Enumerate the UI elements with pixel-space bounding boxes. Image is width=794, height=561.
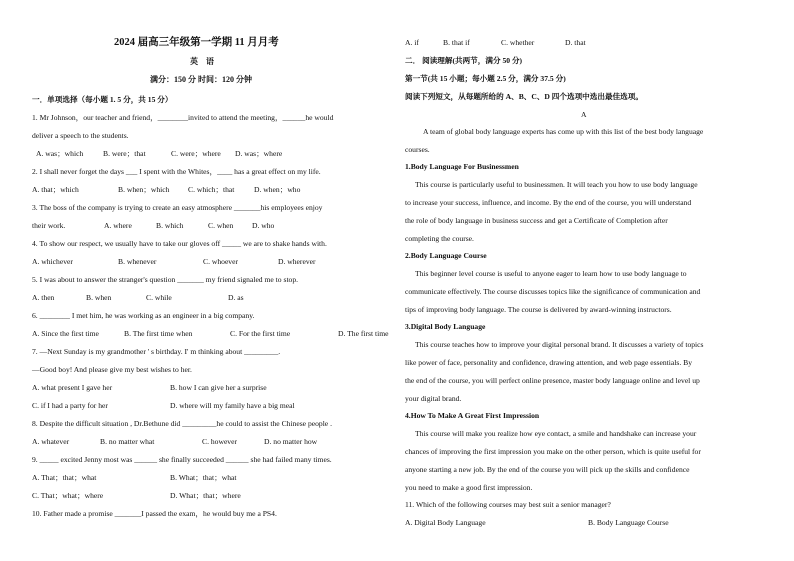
- q9-stem: 9. _____ excited Jenny most was ______ she finally succeeded ______ she had failed many times.: [32, 455, 332, 464]
- q5-option-a[interactable]: A. then: [32, 293, 55, 302]
- q8-option-b[interactable]: B. no matter what: [100, 437, 155, 446]
- q11-option-a[interactable]: A. Digital Body Language: [405, 518, 486, 527]
- q5-option-c[interactable]: C. while: [146, 293, 172, 302]
- q9-options-row1: [32, 473, 237, 483]
- q2-options: [32, 185, 300, 195]
- q3-stem-cont: their work.: [32, 221, 66, 230]
- course2-line3: tips of improving body language. The course is delivered by award-winning instructors.: [405, 305, 672, 314]
- q8-options: [32, 437, 317, 447]
- q9-option-d[interactable]: D. What；that；where: [170, 491, 241, 500]
- q7-option-b[interactable]: B. how I can give her a surprise: [170, 383, 267, 392]
- q11-options: [405, 518, 669, 528]
- q6-option-c[interactable]: C. For the first time: [230, 329, 291, 338]
- q9-option-b[interactable]: B. What；that；what: [170, 473, 237, 482]
- course3-line4: your digital brand.: [405, 394, 462, 403]
- q6-option-d[interactable]: D. The first time: [338, 329, 389, 338]
- q4-option-a[interactable]: A. whichever: [32, 257, 73, 266]
- passage-label: A: [581, 110, 587, 119]
- q2-stem: 2. I shall never forget the days ___ I spent with the Whites，____ has a great effect on my life.: [32, 167, 321, 176]
- score-time: 满分：150 分 时间：120 分钟: [150, 75, 252, 84]
- q7-option-c[interactable]: C. if I had a party for her: [32, 401, 108, 410]
- intro-line: A team of global body language experts has come up with this list of the best body language: [423, 127, 704, 136]
- course4-line2: chances of improving the first impression you make on the other person, which is quite useful for: [405, 447, 701, 456]
- q5-option-b[interactable]: B. when: [86, 293, 112, 302]
- q8-stem: 8. Despite the difficult situation , Dr.Bethune did _________he could to assist the Chinese people .: [32, 419, 332, 428]
- reading-instruction: 阅读下列短文，从每题所给的 A、B、C、D 四个选项中选出最佳选项。: [405, 92, 643, 101]
- q6-options: [32, 329, 388, 339]
- q4-stem: 4. To show our respect, we usually have to take our gloves off _____ we are to shake hands with.: [32, 239, 327, 248]
- q9-options-row2: [32, 491, 241, 501]
- q10-option-c[interactable]: C. whether: [501, 38, 535, 47]
- course3-line1: This course teaches how to improve your digital personal brand. It discusses a variety of topics: [415, 340, 704, 349]
- course3-line2: like power of face, personality and confidence, drawing attention, and web page essentials. By: [405, 358, 692, 367]
- q7-options-row2: [32, 401, 295, 411]
- q7-option-d[interactable]: D. where will my family have a big meal: [170, 401, 295, 410]
- q1-option-d[interactable]: D. was；where: [235, 149, 283, 158]
- q9-option-c[interactable]: C. That；what；where: [32, 491, 104, 500]
- course2-title: 2.Body Language Course: [405, 251, 487, 260]
- course1-line2: to increase your success, influence, and income. By the end of the course, you will understand: [405, 198, 692, 207]
- passage-intro: [423, 127, 761, 137]
- q1-option-b[interactable]: B. were；that: [103, 149, 146, 158]
- q8-option-c[interactable]: C. however: [202, 437, 238, 446]
- q1-option-a[interactable]: A. was；which: [36, 149, 84, 158]
- q2-option-a[interactable]: A. that；which: [32, 185, 79, 194]
- course1-line4: completing the course.: [405, 234, 474, 243]
- q1-option-c[interactable]: C. were；where: [171, 149, 221, 158]
- part1-heading: 第一节(共 15 小题；每小题 2.5 分，满分 37.5 分): [405, 74, 566, 83]
- q3-line2: [32, 221, 274, 231]
- course1-line1: This course is particularly useful to businessmen. It will teach you how to use body language: [415, 180, 698, 189]
- course1-title: 1.Body Language For Businessmen: [405, 162, 519, 171]
- subject-label: 英 语: [190, 57, 214, 66]
- course4-title: 4.How To Make A Great First Impression: [405, 411, 540, 420]
- q11-stem: 11. Which of the following courses may best suit a senior manager?: [405, 500, 611, 509]
- q1-stem: 1. Mr Johnson，our teacher and friend，________invited to attend the meeting，______he would: [32, 113, 334, 122]
- q4-option-b[interactable]: B. whenever: [118, 257, 157, 266]
- q4-option-c[interactable]: C. whoever: [203, 257, 239, 266]
- q5-stem: 5. I was about to answer the stranger's question _______ my friend signaled me to stop.: [32, 275, 299, 284]
- q3-option-d[interactable]: D. who: [252, 221, 275, 230]
- course4-line3: anyone starting a new job. By the end of the course you will pick up the skills and confidence: [405, 465, 690, 474]
- course2-line1: This beginner level course is useful to anyone eager to learn how to use body language to: [415, 269, 687, 278]
- section1-heading: 一．单项选择（每小题 1. 5 分，共 15 分）: [32, 95, 173, 104]
- q11-option-b[interactable]: B. Body Language Course: [588, 518, 669, 527]
- q10-option-a[interactable]: A. if: [405, 38, 419, 47]
- course4-line1: This course will make you realize how eye contact, a smile and handshake can increase your: [415, 429, 697, 438]
- q3-option-b[interactable]: B. which: [156, 221, 184, 230]
- exam-title: 2024 届高三年级第一学期 11 月月考: [114, 37, 279, 48]
- q7-options-row1: [32, 383, 267, 393]
- course1-line3: the role of body language in business success and get a Certificate of Completion after: [405, 216, 668, 225]
- course3-line3: the end of the course, you will perfect online presence, master body language online and level up: [405, 376, 700, 385]
- q10-options: [405, 38, 586, 48]
- q7-reply: —Good boy! And please give my best wishes to her.: [32, 365, 192, 374]
- q1-stem-cont: deliver a speech to the students.: [32, 131, 129, 140]
- q2-option-c[interactable]: C. which；that: [188, 185, 235, 194]
- q2-option-d[interactable]: D. when；who: [254, 185, 301, 194]
- q5-options: [32, 293, 244, 303]
- course4-line4: you need to make a good first impression.: [405, 483, 533, 492]
- q10-stem: 10. Father made a promise _______I passed the exam，he would buy me a PS4.: [32, 509, 277, 518]
- section2-heading: 二． 阅读理解(共两节，满分 50 分): [405, 56, 523, 65]
- q3-option-c[interactable]: C. when: [208, 221, 234, 230]
- passage-intro-cont: courses.: [405, 145, 430, 154]
- q8-option-d[interactable]: D. no matter how: [264, 437, 318, 446]
- q7-option-a[interactable]: A. what present I gave her: [32, 383, 113, 392]
- q3-option-a[interactable]: A. where: [104, 221, 132, 230]
- q10-option-b[interactable]: B. that if: [443, 38, 470, 47]
- q7-stem: 7. —Next Sunday is my grandmother ' s birthday. I' m thinking about _________.: [32, 347, 281, 356]
- course3-title: 3.Digital Body Language: [405, 322, 486, 331]
- q9-option-a[interactable]: A. That；that；what: [32, 473, 97, 482]
- q1-options: [36, 149, 282, 159]
- q2-option-b[interactable]: B. when；which: [118, 185, 170, 194]
- q6-option-a[interactable]: A. Since the first time: [32, 329, 99, 338]
- q4-options: [32, 257, 316, 267]
- q8-option-a[interactable]: A. whatever: [32, 437, 70, 446]
- course2-line2: communicate effectively. The course discusses topics like the significance of communication and: [405, 287, 701, 296]
- q3-stem: 3. The boss of the company is trying to create an easy atmosphere _______his employees enjoy: [32, 203, 323, 212]
- q5-option-d[interactable]: D. as: [228, 293, 244, 302]
- q6-option-b[interactable]: B. The first time when: [124, 329, 193, 338]
- q4-option-d[interactable]: D. wherever: [278, 257, 316, 266]
- q6-stem: 6. ________ I met him, he was working as an engineer in a big company.: [32, 311, 255, 320]
- q10-option-d[interactable]: D. that: [565, 38, 586, 47]
